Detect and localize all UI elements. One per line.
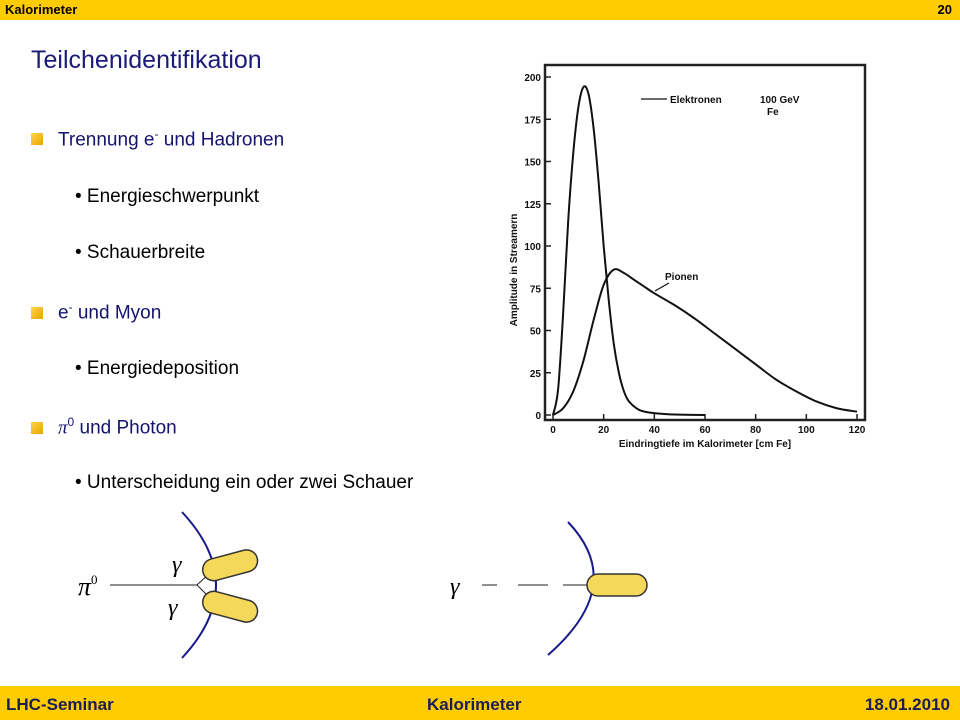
bullet-text: und Hadronen [158, 129, 285, 151]
y-tick-label: 200 [524, 73, 541, 84]
gamma-label-upper: γ [172, 552, 182, 578]
bullet-pion-photon [58, 415, 177, 439]
pi-symbol: π [78, 572, 92, 601]
bullet-square-icon [31, 422, 43, 434]
y-tick-label: 25 [529, 368, 541, 380]
superscript: - [68, 300, 73, 314]
pi0-label [78, 572, 98, 601]
footer-bar [0, 686, 960, 720]
x-tick-label: 120 [848, 425, 866, 436]
sub-item-unterscheidung: • Unterscheidung ein oder zwei Schauer [75, 472, 414, 493]
x-axis-label: Eindringtiefe im Kalorimeter [cm Fe] [618, 439, 792, 450]
superscript: 0 [67, 415, 75, 429]
shower-sketch [0, 500, 700, 670]
annotation-line-1: 100 GeV [760, 95, 800, 106]
sub-item-energieschwerpunkt: • Energieschwerpunkt [75, 186, 260, 207]
series-label-elektronen: Elektronen [670, 95, 722, 106]
bullet-square-icon [31, 307, 43, 319]
pi-symbol: π [58, 417, 68, 439]
y-tick-label: 150 [524, 157, 541, 169]
sub-item-schauerbreite: • Schauerbreite [75, 242, 206, 263]
header-title: Kalorimeter [5, 2, 78, 17]
x-tick-label: 40 [648, 425, 660, 436]
shower-single [587, 574, 647, 596]
y-tick-label: 75 [529, 284, 541, 296]
bullet-text: und Myon [72, 302, 162, 324]
footer-date: 18.01.2010 [864, 695, 950, 714]
bullet-electron-muon [58, 300, 161, 324]
footer-left: LHC-Seminar [6, 695, 114, 714]
y-tick-label: 50 [529, 326, 541, 338]
shower-profile-chart [505, 55, 875, 455]
y-tick-label: 175 [524, 115, 541, 127]
series-label-pionen: Pionen [665, 272, 699, 283]
x-tick-label: 80 [750, 425, 762, 436]
superscript: - [154, 127, 159, 141]
gamma-label-single: γ [450, 574, 460, 600]
bullet-text: e [58, 302, 69, 324]
y-tick-label: 0 [535, 411, 541, 422]
x-tick-label: 0 [550, 425, 556, 436]
gamma-label-lower: γ [168, 595, 178, 621]
bullet-text: Trennung e [58, 129, 155, 151]
x-tick-label: 100 [797, 425, 815, 436]
page-number: 20 [937, 2, 952, 17]
y-tick-label: 100 [524, 242, 541, 253]
bullet-square-icon [31, 133, 43, 145]
sub-item-energiedeposition: • Energiedeposition [75, 358, 240, 379]
y-tick-label: 125 [524, 199, 541, 211]
slide-title: Teilchenidentifikation [31, 46, 262, 74]
footer-center: Kalorimeter [427, 695, 522, 714]
header-bar [0, 0, 960, 20]
bullet-text: und Photon [74, 417, 177, 439]
y-axis-label: Amplitude in Streamern [509, 213, 520, 327]
x-tick-label: 60 [699, 425, 711, 436]
pi0-superscript: 0 [91, 572, 98, 587]
bullet-electron-hadron [58, 127, 284, 151]
annotation-line-2: Fe [767, 107, 779, 118]
x-tick-label: 20 [598, 425, 610, 436]
